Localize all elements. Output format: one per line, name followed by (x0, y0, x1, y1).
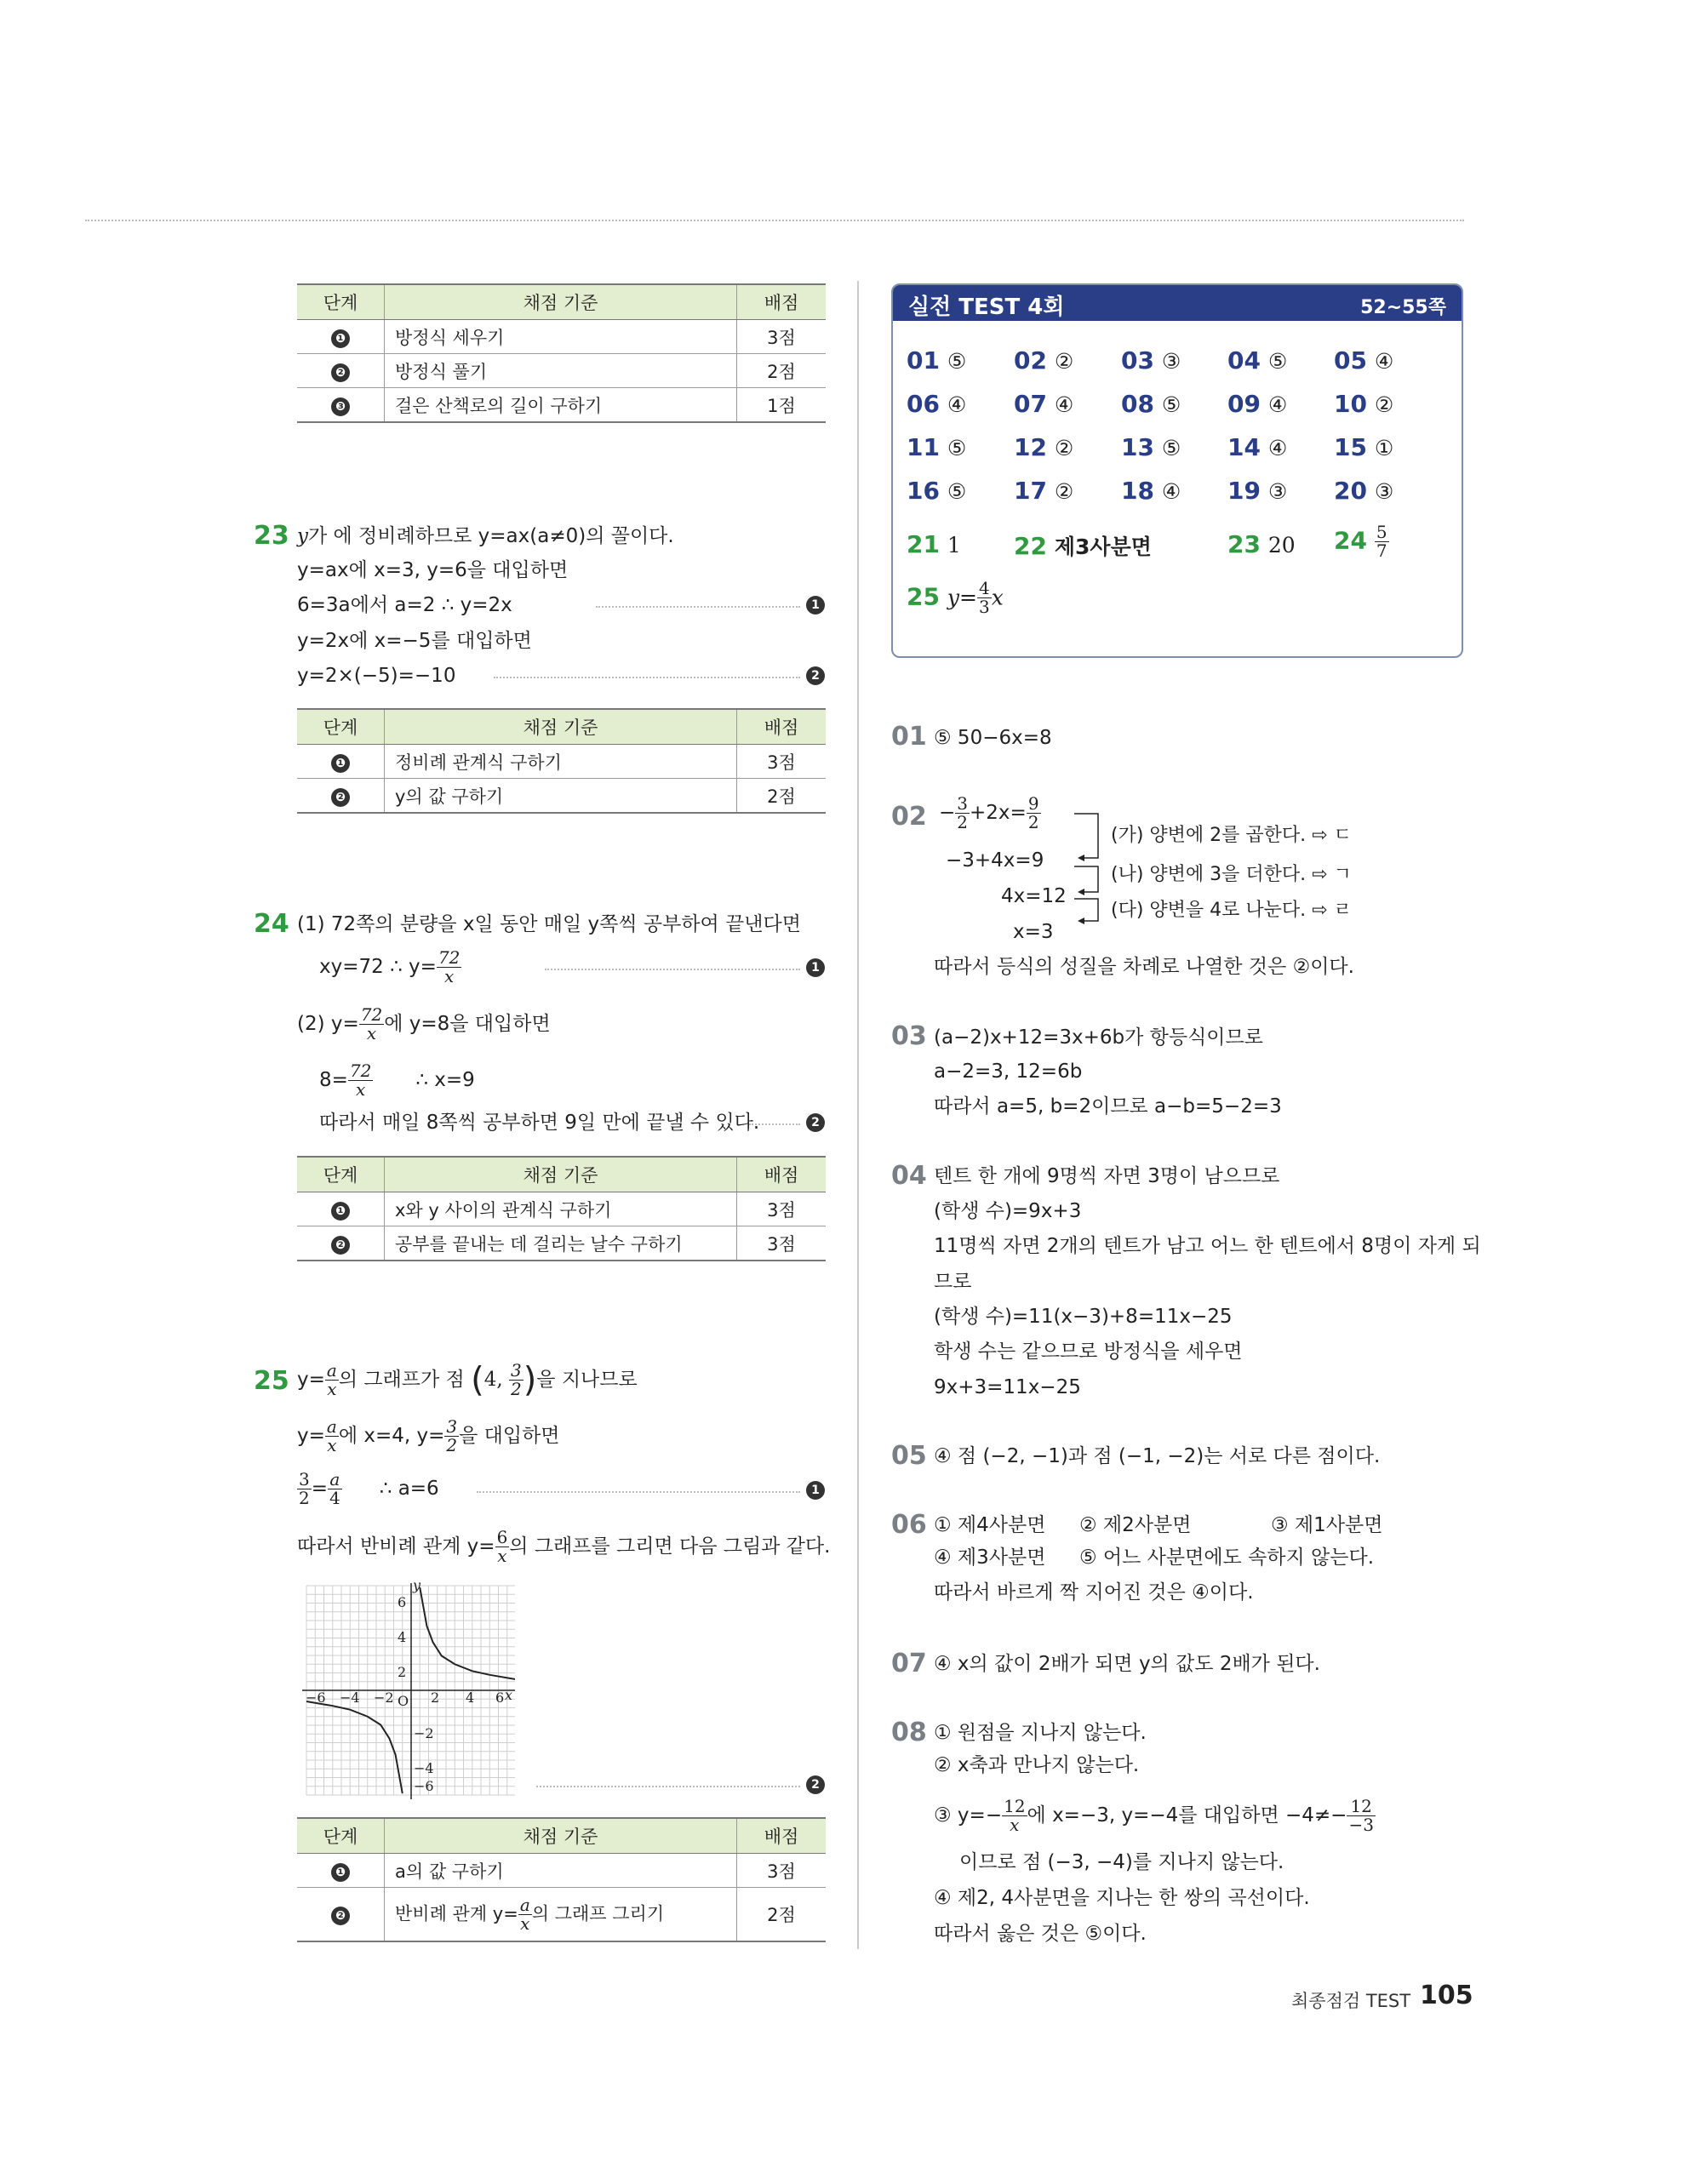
question-23-number: 23 (254, 521, 289, 551)
answer-item: 06 ④ (907, 390, 967, 418)
score-table-22: 단계 채점 기준 배점 ❶ 방정식 세우기 3점 ❷ 방정식 풀기 2점 ❸ 걸은 산책로의 길이 구하기 1점 (297, 283, 826, 423)
column-divider (857, 281, 859, 1949)
x-tick-label: 4 (466, 1689, 475, 1706)
answer-item: 15 ① (1334, 433, 1394, 461)
y-tick-label: −6 (414, 1778, 434, 1794)
q25-line2: y= $\frac{a}{x}$ 에 x=4, y= $\frac{3}{2}$ 을 대입하면 (297, 1416, 560, 1455)
answer-item: 17 ② (1014, 477, 1074, 505)
s06-3: ③ 제1사분면 (1271, 1514, 1383, 1536)
q25-line3: $\frac{3}{2}$ = $\frac{a}{4}$ ∴ a=6 (299, 1469, 439, 1508)
step-mark-1: 1 (806, 596, 825, 615)
q24-line5: 따라서 매일 8쪽씩 공부하면 9일 만에 끝낼 수 있다. (319, 1112, 760, 1134)
y-tick-label: 6 (398, 1594, 407, 1610)
s02-note1: (가) 양변에 2를 곱한다. ⇨ ㄷ (1111, 825, 1352, 846)
answer-item: 10 ② (1334, 390, 1394, 418)
solution-06-number: 06 (891, 1510, 927, 1540)
answer-21: 21 1 (907, 530, 961, 558)
answer-22: 22 제3사분면 (1014, 532, 1152, 560)
s02-eq2: −3+4x=9 (946, 849, 1044, 872)
solution-01-number: 01 (891, 722, 927, 752)
solution-08-number: 08 (891, 1718, 927, 1747)
q24-line3: (2) y= $\frac{72}{x}$ 에 y=8을 대입하면 (297, 1004, 551, 1043)
step-mark-2: 2 (806, 1775, 825, 1794)
answer-item: 08 ⑤ (1121, 390, 1181, 418)
answer-item: 04 ⑤ (1227, 346, 1288, 374)
leader-dots (545, 969, 800, 970)
step-mark-2: 2 (806, 666, 825, 685)
answer-item: 18 ④ (1121, 477, 1181, 505)
q23-line4: y=2x에 x=−5를 대입하면 (297, 630, 532, 652)
leader-dots (596, 606, 800, 608)
score-table-25: 단계 채점 기준 배점 ❶ a의 값 구하기 3점 ❷ 반비례 관계 y= $\frac{a}{x}$ 의 그래프 그리기 2점 (297, 1817, 826, 1942)
s04-line2: (학생 수)=9x+3 (934, 1200, 1082, 1222)
answer-23: 23 20 (1227, 530, 1296, 558)
answer-item: 11 ⑤ (907, 433, 967, 461)
solution-04-number: 04 (891, 1161, 927, 1191)
score-table-24: 단계 채점 기준 배점 ❶ x와 y 사이의 관계식 구하기 3점 ❷ 공부를 끝내는 데 걸리는 날수 구하기 3점 (297, 1156, 826, 1261)
s06-4: ④ 제3사분면 (934, 1547, 1046, 1569)
s04-line1: 텐트 한 개에 9명씩 자면 3명이 남으므로 (934, 1165, 1280, 1187)
leader-dots (536, 1786, 800, 1787)
s02-conclusion: 따라서 등식의 성질을 차례로 나열한 것은 ②이다. (934, 956, 1354, 978)
answer-24: 24 $\frac{5}{7}$ (1334, 522, 1387, 561)
answer-item: 13 ⑤ (1121, 433, 1181, 461)
s08-line2: ② x축과 만나지 않는다. (934, 1754, 1140, 1776)
leader-dots (477, 1491, 800, 1493)
answer-item: 14 ④ (1227, 433, 1288, 461)
x-axis-label: x (505, 1687, 513, 1703)
s02-eq1: − $\frac{3}{2}$ +2x= $\frac{9}{2}$ (939, 793, 1039, 832)
answer-item: 05 ④ (1334, 346, 1394, 374)
s04-line4: 므로 (934, 1271, 972, 1293)
answer-item: 01 ⑤ (907, 346, 967, 374)
s03-line3: 따라서 a=5, b=2이므로 a−b=5−2=3 (934, 1095, 1282, 1118)
answer-item: 20 ③ (1334, 477, 1394, 505)
q23-line2: y=ax에 x=3, y=6을 대입하면 (297, 559, 569, 581)
x-tick-label: −6 (306, 1689, 326, 1706)
q24-line4: 8= $\frac{72}{x}$ ∴ x=9 (319, 1061, 475, 1100)
question-25-number: 25 (254, 1366, 289, 1396)
y-tick-label: −4 (414, 1760, 434, 1776)
s04-line5: (학생 수)=11(x−3)+8=11x−25 (934, 1306, 1233, 1328)
top-dotted-rule (85, 220, 1464, 221)
answer-box-header (893, 285, 1462, 321)
s03-line1: (a−2)x+12=3x+6b가 항등식이므로 (934, 1026, 1263, 1049)
s06-conclusion: 따라서 바르게 짝 지어진 것은 ④이다. (934, 1581, 1254, 1604)
s06-2: ② 제2사분면 (1079, 1514, 1192, 1536)
origin-label: O (398, 1693, 409, 1709)
answer-box (891, 283, 1463, 658)
x-tick-label: −4 (340, 1689, 360, 1706)
s08-line6: 따라서 옳은 것은 ⑤이다. (934, 1923, 1147, 1945)
s08-line3: ③ y=− $\frac{12}{x}$ 에 x=−3, y=−4를 대입하면 −4≠− $\frac{12}{-3}$ (934, 1796, 1374, 1835)
s04-line6: 학생 수는 같으므로 방정식을 세우면 (934, 1341, 1243, 1363)
s07-text: ④ x의 값이 2배가 되면 y의 값도 2배가 된다. (934, 1653, 1320, 1675)
q23-line1: y가 에 정비례하므로 y=ax(a≠0)의 꼴이다. (297, 525, 674, 547)
y-axis-label: y (413, 1581, 421, 1593)
x-tick-label: 2 (431, 1689, 440, 1706)
page-number: 105 (1420, 1981, 1473, 2010)
s05-text: ④ 점 (−2, −1)과 점 (−1, −2)는 서로 다른 점이다. (934, 1445, 1381, 1467)
answer-item: 12 ② (1014, 433, 1074, 461)
score-table-23: 단계 채점 기준 배점 ❶ 정비례 관계식 구하기 3점 ❷ y의 값 구하기 2점 (297, 708, 826, 814)
solution-07-number: 07 (891, 1649, 927, 1678)
answer-item: 02 ② (1014, 346, 1074, 374)
s04-line7: 9x+3=11x−25 (934, 1376, 1081, 1398)
q25-line4: 따라서 반비례 관계 y= $\frac{6}{x}$ 의 그래프를 그리면 다음 그림과 같다. (297, 1527, 831, 1566)
answer-item: 09 ④ (1227, 390, 1288, 418)
answer-item: 16 ⑤ (907, 477, 967, 505)
solution-05-number: 05 (891, 1441, 927, 1471)
leader-dots (749, 1123, 800, 1125)
s08-line4: 이므로 점 (−3, −4)를 지나지 않는다. (959, 1851, 1284, 1873)
s02-eq3: 4x=12 (1001, 885, 1067, 907)
solution-02-number: 02 (891, 802, 927, 832)
answer-item: 07 ④ (1014, 390, 1074, 418)
answer-box-title: 실전 TEST 4회 (908, 294, 1065, 320)
q24-line2: xy=72 ∴ y= $\frac{72}{x}$ (319, 947, 461, 986)
y-tick-label: 2 (398, 1664, 407, 1680)
step-mark-1: 1 (806, 1481, 825, 1500)
s03-line2: a−2=3, 12=6b (934, 1061, 1083, 1083)
y-tick-label: −2 (414, 1725, 434, 1741)
s02-note2: (나) 양변에 3을 더한다. ⇨ ㄱ (1111, 864, 1352, 885)
s02-eq4: x=3 (1013, 921, 1054, 943)
x-tick-label: −2 (374, 1689, 394, 1706)
q23-line5: y=2×(−5)=−10 (297, 665, 456, 687)
inverse-graph (302, 1581, 515, 1799)
s08-line5: ④ 제2, 4사분면을 지나는 한 쌍의 곡선이다. (934, 1887, 1310, 1909)
curve-quadrant-3 (306, 1701, 403, 1793)
s06-5: ⑤ 어느 사분면에도 속하지 않는다. (1079, 1547, 1375, 1569)
step-arrows (1074, 809, 1108, 928)
curve-quadrant-1 (420, 1587, 515, 1679)
s02-note3: (다) 양변을 4로 나눈다. ⇨ ㄹ (1111, 900, 1352, 921)
answer-item: 19 ③ (1227, 477, 1288, 505)
step-mark-2: 2 (806, 1113, 825, 1132)
q25-line1: y= $\frac{a}{x}$ 의 그래프가 점 (4, $\frac{3}{2}$ )을 지나므로 (297, 1360, 638, 1400)
y-tick-label: 4 (398, 1629, 407, 1645)
s08-line1: ① 원점을 지나지 않는다. (934, 1722, 1147, 1744)
answer-item: 03 ③ (1121, 346, 1181, 374)
solution-03-number: 03 (891, 1021, 927, 1051)
s04-line3: 11명씩 자면 2개의 텐트가 남고 어느 한 텐트에서 8명이 자게 되 (934, 1235, 1481, 1257)
q24-line1: (1) 72쪽의 분량을 x일 동안 매일 y쪽씩 공부하여 끝낸다면 (297, 913, 801, 935)
step-mark-1: 1 (806, 958, 825, 977)
answer-box-pages: 52~55쪽 (1360, 297, 1446, 318)
q23-line3: 6=3a에서 a=2 ∴ y=2x (297, 594, 512, 616)
solution-01-text: ⑤ 50−6x=8 (934, 727, 1052, 749)
answer-25: 25 y= $\frac{4}{3}$ x (907, 578, 1004, 617)
question-24-number: 24 (254, 909, 289, 939)
s06-1: ① 제4사분면 (934, 1514, 1046, 1536)
leader-dots (494, 677, 800, 678)
x-tick-label: 6 (495, 1689, 505, 1706)
footer-label: 최종점검 TEST (1291, 1991, 1411, 2011)
